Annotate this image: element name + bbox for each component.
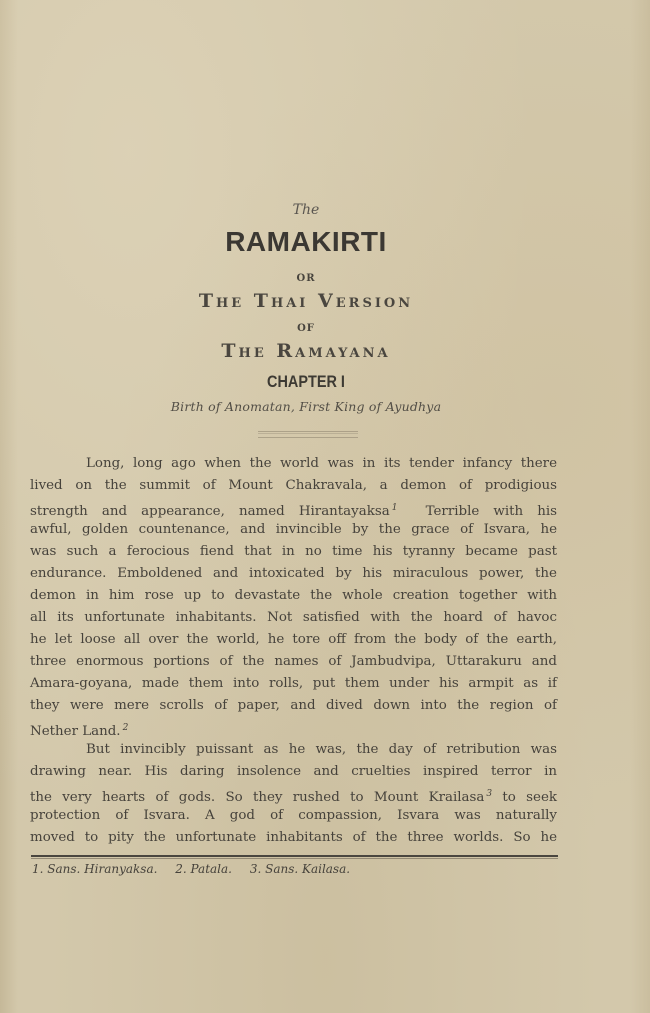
footnote-1: 1. Sans. Hiranyaksa. (32, 862, 158, 876)
title-preposition: OF (297, 323, 315, 334)
paragraph-1 (30, 453, 557, 739)
chapter-heading: CHAPTER I (267, 372, 345, 391)
chapter-subtitle: Birth of Anomatan, First King of Ayudhya (170, 399, 442, 414)
text-line: moved to pity the unfortunate inhabitants of the three worlds. So he (30, 830, 557, 845)
text-line: lived on the summit of Mount Chakravala, a demon of prodigious (30, 478, 557, 493)
text-line: But invincibly puissant as he was, the day of retribution was (86, 742, 557, 757)
text-line: endurance. Emboldened and intoxicated by his miraculous power, the (30, 566, 557, 581)
text-segment: Terrible with his (425, 504, 557, 519)
text-line: Long, long ago when the world was in its tender infancy there (86, 456, 557, 471)
text-line: awful, golden countenance, and invincible by the grace of Isvara, he (30, 522, 557, 537)
text-line: protection of Isvara. A god of compassion, Isvara was naturally (30, 808, 557, 823)
footnote-marker: 1 (391, 503, 398, 513)
text-line: all its unfortunate inhabitants. Not satisfied with the hoard of havoc (30, 610, 557, 625)
text-line: three enormous portions of the names of Jambudvipa, Uttarakuru and (30, 654, 557, 669)
text-line (30, 497, 557, 519)
text-line: they were mere scrolls of paper, and dived down into the region of (30, 698, 557, 713)
paragraph-2 (30, 739, 557, 849)
text-segment: strength and appearance, named Hirantayaksa (30, 504, 390, 519)
footnote-3: 3. Sans. Kailasa. (249, 862, 351, 876)
text-line (30, 717, 557, 739)
footnote-marker: 3 (486, 789, 493, 799)
text-line: Amara-goyana, made them into rolls, put them under his armpit as if (30, 676, 557, 691)
text-segment: Nether Land. (30, 724, 121, 739)
title-article: The (292, 202, 320, 218)
footnote-marker: 2 (122, 723, 129, 733)
text-segment: to seek (502, 790, 557, 805)
text-line: he let loose all over the world, he tore off from the body of the earth, (30, 632, 557, 647)
text-line: drawing near. His daring insolence and cruelties inspired terror in (30, 764, 557, 779)
title-conjunction: OR (296, 273, 316, 284)
text-segment: the very hearts of gods. So they rushed to Mount Krailasa (30, 790, 485, 805)
text-line: was such a ferocious fiend that in no time his tyranny became past (30, 544, 557, 559)
book-title: RAMAKIRTI (225, 226, 387, 257)
text-line (30, 783, 557, 805)
footnote-divider (31, 855, 558, 857)
ornamental-divider (258, 431, 358, 438)
body-text (30, 453, 557, 849)
title-line-thai-version: The Thai Version (198, 290, 414, 312)
footnote-2: 2. Patala. (175, 862, 232, 876)
text-line: demon in him rose up to devastate the whole creation together with (30, 588, 557, 603)
title-line-ramayana: The Ramayana (221, 340, 391, 362)
footnotes (32, 862, 364, 876)
